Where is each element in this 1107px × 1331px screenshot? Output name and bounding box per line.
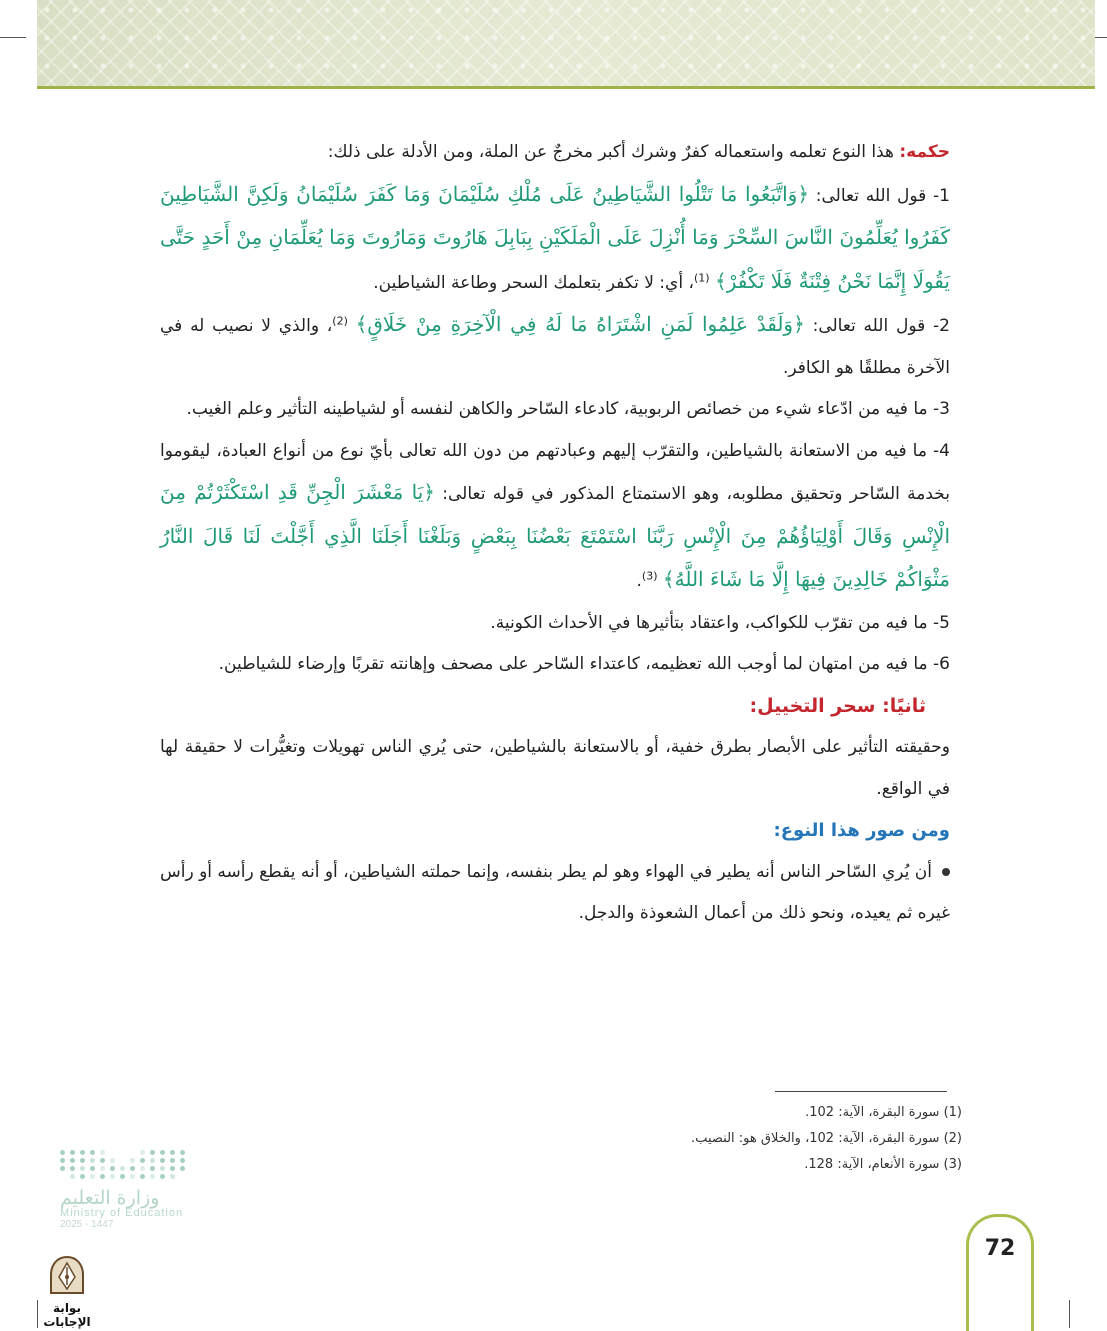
pen-nib-icon [47,1255,87,1295]
lesson-body [160,132,950,935]
footnote-separator [775,1091,947,1092]
quran-verse: ﴿وَلَقَدْ عَلِمُوا لَمَنِ اشْتَرَاهُ مَا لَهُ فِي الْآخِرَةِ مِنْ خَلَاقٍ﴾ [355,312,805,336]
footnote: (1) سورة البقرة، الآية: 102. [805,1105,962,1120]
footnote: (3) سورة الأنعام، الآية: 128. [804,1157,962,1172]
footnote-ref: (1) [693,270,710,284]
footnote: (2) سورة البقرة، الآية: 102، والخلاق هو: النصيب. [691,1131,962,1146]
evidence-item-6: 6- ما فيه من امتهان لما أوجب الله تعظيمه، كاعتداء السّاحر على مصحف وإهانته تقربًا وإرضاء للشياطين. [218,654,950,674]
crop-mark [0,37,26,38]
ruling-text: هذا النوع تعلمه واستعماله كفرٌ وشرك أكبر مخرجٌ عن الملة، ومن الأدلة على ذلك: [327,142,894,162]
ministry-name-ar: وزارة التعليم [60,1187,160,1209]
footnotes [362,1100,962,1178]
quran-verse: ﴿وَاتَّبَعُوا مَا تَتْلُوا الشَّيَاطِينُ عَلَى مُلْكِ سُلَيْمَانَ وَمَا كَفَرَ سُلَيْمَانُ وَلَكِنَّ الشَّيَاطِينَ كَفَرُوا يُعَلِّمُونَ النَّاسَ السِّحْرَ وَمَا أُنْزِلَ عَلَى الْمَلَكَيْنِ بِبَابِلَ هَارُوتَ وَمَارُوتَ وَمَا يُعَلِّمَانِ مِنْ أَحَدٍ حَتَّى يَقُولَا إِنَّمَا نَحْنُ فِتْنَةٌ فَلَا تَكْفُرْ﴾ [160,181,950,293]
bullet-item [160,852,950,935]
item-explanation: . [636,571,642,591]
item-prefix: 4- ما فيه من الاستعانة بالشياطين، والتقرّب إليهم وعبادتهم من دون الله تعالى بأيّ نوع من أنواع العبادة، ليقوموا بخدمة السّاحر وتحقيق مطلوبه، وهو الاستمتاع المذكور في قوله تعالى: [160,440,950,504]
item-prefix: 1- قول الله تعالى: [815,185,950,206]
section-heading: ثانيًا: سحر التخييل: [749,694,926,717]
bullet-icon [942,868,950,876]
footnote-ref: (2) [332,314,348,328]
quran-verse: ﴿يَا مَعْشَرَ الْجِنِّ قَدِ اسْتَكْثَرْتُمْ مِنَ الْإِنْسِ وَقَالَ أَوْلِيَاؤُهُمْ مِنَ الْإِنْسِ رَبَّنَا اسْتَمْتَعَ بَعْضُنَا بِبَعْضٍ وَبَلَغْنَا أَجَلَنَا الَّذِي أَجَّلْتَ لَنَا قَالَ النَّارُ مَثْوَاكُمْ خَالِدِينَ فِيهَا إِلَّا مَا شَاءَ اللَّهُ﴾ [160,480,950,591]
evidence-item-2 [160,304,950,389]
item-prefix: 2- قول الله تعالى: [812,316,950,336]
ministry-logo-mark-icon [60,1150,200,1179]
item-explanation: ، أي: لا تكفر بتعلمك السحر وطاعة الشياطين. [373,272,694,293]
footnote-ref: (3) [641,569,658,583]
evidence-item-3: 3- ما فيه من ادّعاء شيء من خصائص الربوبية، كادعاء السّاحر والكاهن لنفسه أو لشياطينه التأثير وعلم الغيب. [186,399,950,419]
ministry-name-en: Ministry of Education [60,1207,184,1219]
page-number: 72 [984,1236,1016,1261]
page-number-tab [966,1214,1034,1331]
watermark [30,1255,104,1329]
ruling-label: حكمه: [899,142,950,162]
crop-mark [1069,1300,1070,1328]
evidence-item-4 [160,431,950,603]
header-rule [37,86,1095,89]
decorative-header-band [37,0,1095,88]
intro-paragraph [160,132,950,174]
item-explanation: ، والذي لا نصيب له في الآخرة مطلقًا هو الكافر. [160,316,950,378]
section-definition: وحقيقته التأثير على الأبصار بطرق خفية، أو بالاستعانة بالشياطين، حتى يُري الناس تهويلات وتغيُّرات لا حقيقة لها في الواقع. [160,737,950,799]
bullet-text: أن يُري السّاحر الناس أنه يطير في الهواء وهو لم يطر بنفسه، وإنما حملته الشياطين، أو أنه يقطع رأسه أو رأس غيره ثم يعيده، ونحو ذلك من أعمال الشعوذة والدجل. [160,861,950,923]
edition-year: 2025 - 1447 [60,1219,114,1230]
evidence-item-1 [160,174,950,305]
evidence-item-5: 5- ما فيه من تقرّب للكواكب، واعتقاد بتأثيرها في الأحداث الكونية. [490,612,950,633]
forms-heading: ومن صور هذا النوع: [773,820,950,841]
ministry-logo [60,1150,200,1230]
watermark-text: بوابة الإجابات [43,1301,91,1329]
